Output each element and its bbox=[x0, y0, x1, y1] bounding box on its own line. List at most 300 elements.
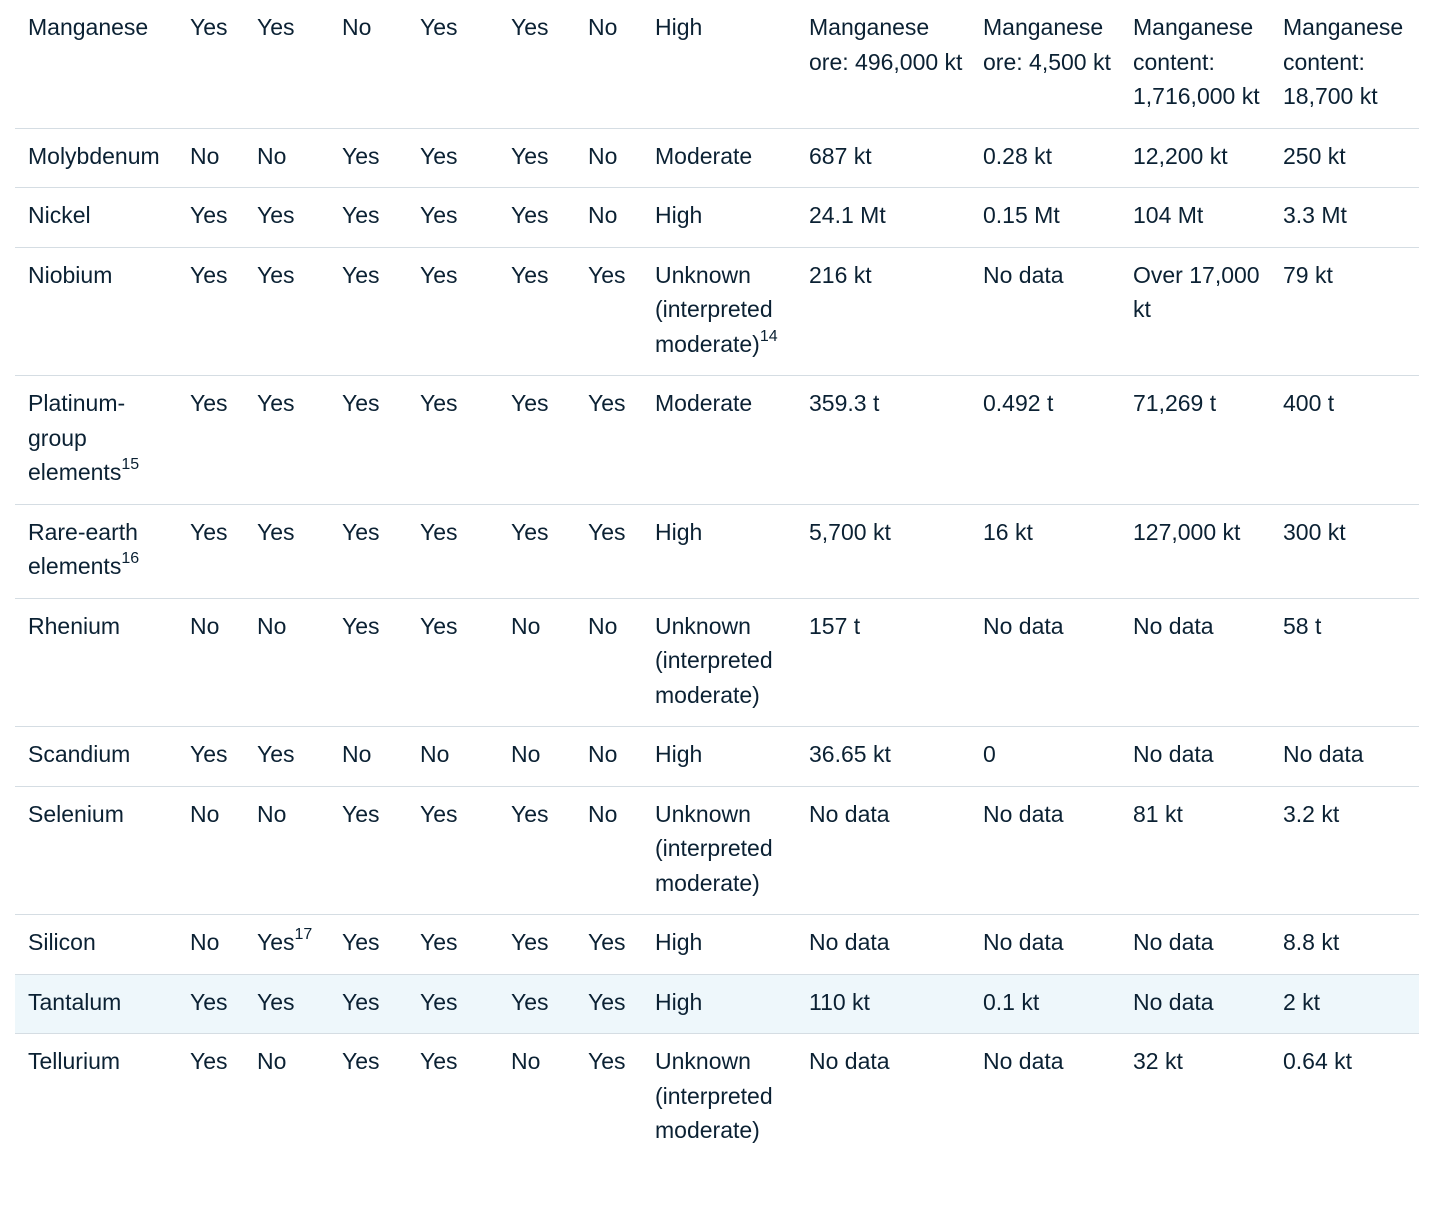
cell-v3 bbox=[1120, 188, 1270, 248]
cell-text: 0.64 kt bbox=[1283, 1048, 1353, 1074]
cell-text: Yes bbox=[420, 988, 458, 1015]
cell-text: 400 t bbox=[1283, 390, 1335, 416]
cell-text: Yes bbox=[257, 741, 295, 767]
cell-text: 71,269 t bbox=[1133, 390, 1217, 416]
table-row bbox=[15, 598, 1419, 727]
cell-text: Yes bbox=[342, 261, 380, 288]
cell-text: Yes bbox=[342, 929, 380, 955]
cell-text: Yes bbox=[190, 518, 228, 545]
cell-c5 bbox=[498, 128, 575, 188]
cell-v4 bbox=[1270, 1034, 1419, 1162]
cell-v2 bbox=[970, 786, 1120, 915]
cell-v4 bbox=[1270, 376, 1419, 505]
cell-text: 157 t bbox=[809, 612, 861, 639]
cell-c6 bbox=[575, 786, 642, 915]
cell-c1 bbox=[177, 504, 244, 598]
cell-text: No data bbox=[1133, 612, 1214, 639]
cell-c4 bbox=[407, 974, 498, 1034]
cell-text: 127,000 kt bbox=[1133, 518, 1241, 545]
cell-c5 bbox=[498, 598, 575, 727]
minerals-table bbox=[15, 0, 1419, 1162]
cell-c5 bbox=[498, 188, 575, 248]
cell-text: Yes bbox=[588, 988, 626, 1015]
cell-supply-risk bbox=[642, 786, 796, 915]
cell-supply-risk bbox=[642, 504, 796, 598]
cell-element bbox=[15, 128, 177, 188]
cell-text: Yes bbox=[420, 800, 458, 827]
cell-c1 bbox=[177, 128, 244, 188]
cell-c4 bbox=[407, 786, 498, 915]
cell-c1 bbox=[177, 786, 244, 915]
cell-text: Tellurium bbox=[28, 1048, 121, 1074]
cell-v4 bbox=[1270, 598, 1419, 727]
cell-element bbox=[15, 0, 177, 128]
cell-text: High bbox=[655, 741, 703, 767]
cell-v2 bbox=[970, 598, 1120, 727]
cell-v4 bbox=[1270, 915, 1419, 975]
cell-v3 bbox=[1120, 128, 1270, 188]
footnote-ref[interactable]: 14 bbox=[759, 327, 778, 345]
cell-supply-risk bbox=[642, 0, 796, 128]
cell-text: No data bbox=[1283, 741, 1364, 767]
cell-text: Molybdenum bbox=[28, 142, 160, 169]
cell-text: 250 kt bbox=[1283, 142, 1346, 169]
table-row bbox=[15, 0, 1419, 128]
cell-text: No data bbox=[1133, 988, 1214, 1015]
cell-text: Yes bbox=[342, 202, 380, 228]
cell-text: Yes bbox=[342, 988, 380, 1015]
cell-text: Silicon bbox=[28, 929, 96, 955]
cell-v2 bbox=[970, 188, 1120, 248]
cell-element bbox=[15, 598, 177, 727]
cell-text: 0 bbox=[983, 741, 996, 767]
cell-v1 bbox=[796, 504, 970, 598]
cell-element bbox=[15, 1034, 177, 1162]
cell-text: 687 kt bbox=[809, 142, 872, 169]
cell-text: No bbox=[588, 14, 618, 40]
cell-c3 bbox=[329, 0, 407, 128]
cell-v1 bbox=[796, 247, 970, 376]
cell-text: 8.8 kt bbox=[1283, 929, 1340, 955]
cell-v4 bbox=[1270, 128, 1419, 188]
cell-text: Platinum-group elements bbox=[28, 390, 126, 485]
cell-c3 bbox=[329, 786, 407, 915]
cell-v3 bbox=[1120, 727, 1270, 787]
cell-text: 110 kt bbox=[809, 988, 870, 1015]
cell-text: Manganese ore: 4,500 kt bbox=[983, 14, 1111, 75]
cell-text: Yes bbox=[257, 261, 295, 288]
cell-text: No bbox=[588, 202, 618, 228]
cell-v2 bbox=[970, 504, 1120, 598]
cell-c4 bbox=[407, 504, 498, 598]
cell-c4 bbox=[407, 598, 498, 727]
cell-text: Yes bbox=[420, 261, 458, 288]
cell-text: Yes bbox=[588, 261, 626, 288]
cell-text: Yes bbox=[342, 1048, 380, 1074]
cell-c2 bbox=[244, 0, 329, 128]
cell-element bbox=[15, 504, 177, 598]
cell-text: No bbox=[511, 741, 541, 767]
cell-c6 bbox=[575, 974, 642, 1034]
cell-text: 32 kt bbox=[1133, 1048, 1183, 1074]
cell-v4 bbox=[1270, 247, 1419, 376]
cell-c5 bbox=[498, 247, 575, 376]
cell-c1 bbox=[177, 598, 244, 727]
cell-supply-risk bbox=[642, 247, 796, 376]
cell-text: Yes bbox=[511, 142, 549, 169]
cell-v1 bbox=[796, 1034, 970, 1162]
cell-c6 bbox=[575, 376, 642, 505]
cell-supply-risk bbox=[642, 598, 796, 727]
cell-text: High bbox=[655, 518, 703, 545]
cell-text: 3.3 Mt bbox=[1283, 202, 1347, 228]
cell-c2 bbox=[244, 786, 329, 915]
cell-c6 bbox=[575, 915, 642, 975]
cell-text: No bbox=[588, 741, 618, 767]
cell-text: 216 kt bbox=[809, 261, 872, 288]
cell-c2 bbox=[244, 376, 329, 505]
cell-c5 bbox=[498, 915, 575, 975]
cell-text: 81 kt bbox=[1133, 800, 1183, 827]
cell-c2 bbox=[244, 188, 329, 248]
cell-supply-risk bbox=[642, 915, 796, 975]
cell-text: Yes bbox=[342, 612, 380, 639]
cell-c3 bbox=[329, 727, 407, 787]
cell-text: Scandium bbox=[28, 741, 131, 767]
table-row bbox=[15, 504, 1419, 598]
cell-text: Moderate bbox=[655, 142, 753, 169]
cell-c2 bbox=[244, 247, 329, 376]
cell-text: Unknown (interpreted moderate) bbox=[655, 1048, 773, 1143]
cell-c4 bbox=[407, 128, 498, 188]
cell-v1 bbox=[796, 786, 970, 915]
cell-v3 bbox=[1120, 247, 1270, 376]
table-row bbox=[15, 128, 1419, 188]
cell-text: 16 kt bbox=[983, 518, 1033, 545]
cell-text: 58 t bbox=[1283, 612, 1322, 639]
cell-v3 bbox=[1120, 974, 1270, 1034]
cell-element bbox=[15, 376, 177, 505]
cell-v3 bbox=[1120, 1034, 1270, 1162]
cell-text: 2 kt bbox=[1283, 988, 1321, 1015]
cell-v2 bbox=[970, 128, 1120, 188]
cell-text: Yes bbox=[511, 800, 549, 827]
cell-c5 bbox=[498, 0, 575, 128]
cell-c3 bbox=[329, 128, 407, 188]
cell-c6 bbox=[575, 128, 642, 188]
cell-c4 bbox=[407, 247, 498, 376]
cell-text: Yes bbox=[257, 518, 295, 545]
cell-v4 bbox=[1270, 0, 1419, 128]
cell-v3 bbox=[1120, 915, 1270, 975]
cell-text: No bbox=[190, 612, 220, 639]
cell-c4 bbox=[407, 1034, 498, 1162]
cell-c1 bbox=[177, 188, 244, 248]
cell-text: 12,200 kt bbox=[1133, 142, 1228, 169]
table-row bbox=[15, 376, 1419, 505]
cell-c1 bbox=[177, 727, 244, 787]
cell-text: No data bbox=[809, 800, 890, 827]
cell-text: Yes bbox=[588, 929, 626, 955]
cell-text: Yes bbox=[420, 612, 458, 639]
cell-c5 bbox=[498, 786, 575, 915]
cell-supply-risk bbox=[642, 128, 796, 188]
cell-text: No bbox=[190, 800, 220, 827]
cell-text: 300 kt bbox=[1283, 518, 1346, 545]
cell-text: No data bbox=[1133, 929, 1214, 955]
cell-text: No bbox=[190, 142, 220, 169]
cell-c3 bbox=[329, 504, 407, 598]
cell-text: Yes bbox=[511, 929, 549, 955]
cell-c5 bbox=[498, 727, 575, 787]
cell-v2 bbox=[970, 247, 1120, 376]
cell-text: No bbox=[342, 741, 372, 767]
cell-c6 bbox=[575, 598, 642, 727]
cell-c3 bbox=[329, 974, 407, 1034]
table-row bbox=[15, 1034, 1419, 1162]
cell-text: Manganese bbox=[28, 14, 149, 40]
cell-text: No bbox=[257, 142, 287, 169]
cell-text: Unknown (interpreted moderate) bbox=[655, 612, 773, 708]
cell-v3 bbox=[1120, 598, 1270, 727]
cell-text: Manganese content: 1,716,000 kt bbox=[1133, 14, 1260, 109]
cell-supply-risk bbox=[642, 974, 796, 1034]
cell-text: No bbox=[190, 929, 220, 955]
cell-v4 bbox=[1270, 188, 1419, 248]
cell-text: Yes bbox=[511, 390, 549, 416]
cell-c6 bbox=[575, 0, 642, 128]
cell-element bbox=[15, 727, 177, 787]
cell-text: Yes bbox=[342, 800, 380, 827]
cell-c2 bbox=[244, 974, 329, 1034]
cell-supply-risk bbox=[642, 1034, 796, 1162]
cell-c1 bbox=[177, 376, 244, 505]
table-row bbox=[15, 247, 1419, 376]
cell-text: Manganese content: 18,700 kt bbox=[1283, 14, 1404, 109]
cell-text: High bbox=[655, 929, 703, 955]
cell-text: Yes bbox=[511, 14, 549, 40]
cell-c1 bbox=[177, 247, 244, 376]
cell-c2 bbox=[244, 915, 329, 975]
cell-v1 bbox=[796, 188, 970, 248]
cell-c6 bbox=[575, 247, 642, 376]
cell-text: Yes bbox=[588, 518, 626, 545]
cell-c5 bbox=[498, 504, 575, 598]
cell-text: No data bbox=[983, 1048, 1064, 1074]
cell-text: Niobium bbox=[28, 261, 113, 288]
cell-text: No data bbox=[983, 929, 1064, 955]
cell-v3 bbox=[1120, 376, 1270, 505]
cell-v2 bbox=[970, 0, 1120, 128]
cell-element bbox=[15, 786, 177, 915]
cell-text: Unknown (interpreted moderate) bbox=[655, 261, 773, 357]
cell-text: 36.65 kt bbox=[809, 741, 891, 767]
cell-text: 24.1 Mt bbox=[809, 202, 886, 228]
cell-supply-risk bbox=[642, 727, 796, 787]
cell-c6 bbox=[575, 504, 642, 598]
footnote-ref[interactable]: 17 bbox=[294, 926, 313, 944]
cell-text: Yes bbox=[190, 390, 228, 416]
cell-text: Yes bbox=[342, 390, 380, 416]
cell-c4 bbox=[407, 188, 498, 248]
cell-text: 359.3 t bbox=[809, 390, 880, 416]
cell-v2 bbox=[970, 727, 1120, 787]
cell-text: Yes bbox=[190, 988, 228, 1015]
cell-text: Rare-earth elements bbox=[28, 518, 138, 579]
cell-v4 bbox=[1270, 974, 1419, 1034]
cell-v1 bbox=[796, 376, 970, 505]
footnote-ref[interactable]: 15 bbox=[121, 456, 140, 474]
cell-text: High bbox=[655, 202, 703, 228]
cell-text: Yes bbox=[511, 202, 549, 228]
cell-text: Yes bbox=[190, 202, 228, 228]
cell-text: Selenium bbox=[28, 800, 124, 827]
cell-text: 5,700 kt bbox=[809, 518, 891, 545]
cell-v1 bbox=[796, 974, 970, 1034]
cell-v4 bbox=[1270, 786, 1419, 915]
cell-text: 0.15 Mt bbox=[983, 202, 1060, 228]
cell-v1 bbox=[796, 915, 970, 975]
cell-c3 bbox=[329, 376, 407, 505]
cell-v1 bbox=[796, 0, 970, 128]
minerals-table-body bbox=[15, 0, 1419, 1162]
cell-text: Nickel bbox=[28, 202, 91, 228]
cell-c4 bbox=[407, 0, 498, 128]
table-row bbox=[15, 974, 1419, 1034]
cell-text: No data bbox=[809, 1048, 890, 1074]
cell-c2 bbox=[244, 598, 329, 727]
cell-c4 bbox=[407, 727, 498, 787]
cell-text: 79 kt bbox=[1283, 261, 1333, 288]
cell-c5 bbox=[498, 1034, 575, 1162]
cell-c3 bbox=[329, 915, 407, 975]
cell-text: Yes bbox=[190, 741, 228, 767]
footnote-ref[interactable]: 16 bbox=[121, 550, 140, 568]
cell-v2 bbox=[970, 376, 1120, 505]
cell-element bbox=[15, 915, 177, 975]
cell-text: 0.492 t bbox=[983, 390, 1054, 416]
cell-text: Yes bbox=[420, 390, 458, 416]
cell-text: No bbox=[257, 800, 287, 827]
cell-text: Yes bbox=[257, 988, 295, 1015]
cell-text: No bbox=[511, 1048, 541, 1074]
cell-text: Yes bbox=[511, 518, 549, 545]
cell-c2 bbox=[244, 727, 329, 787]
cell-text: Yes bbox=[420, 518, 458, 545]
cell-text: Yes bbox=[257, 14, 295, 40]
cell-text: Unknown (interpreted moderate) bbox=[655, 800, 773, 896]
cell-v3 bbox=[1120, 504, 1270, 598]
cell-text: 0.28 kt bbox=[983, 142, 1053, 169]
cell-v3 bbox=[1120, 0, 1270, 128]
cell-text: Yes bbox=[342, 142, 380, 169]
cell-v2 bbox=[970, 915, 1120, 975]
cell-text: No bbox=[257, 612, 287, 639]
table-row bbox=[15, 915, 1419, 975]
cell-c3 bbox=[329, 188, 407, 248]
cell-text: Tantalum bbox=[28, 988, 122, 1015]
cell-text: No data bbox=[983, 800, 1064, 827]
table-row bbox=[15, 727, 1419, 787]
cell-element bbox=[15, 974, 177, 1034]
cell-c5 bbox=[498, 376, 575, 505]
cell-c2 bbox=[244, 504, 329, 598]
cell-text: Yes bbox=[511, 988, 549, 1015]
cell-c5 bbox=[498, 974, 575, 1034]
cell-supply-risk bbox=[642, 376, 796, 505]
cell-text: 104 Mt bbox=[1133, 202, 1204, 228]
cell-c1 bbox=[177, 0, 244, 128]
cell-text: No bbox=[588, 800, 618, 827]
cell-text: No data bbox=[983, 612, 1064, 639]
cell-text: Yes bbox=[420, 142, 458, 169]
cell-text: No bbox=[257, 1048, 287, 1074]
cell-c2 bbox=[244, 1034, 329, 1162]
cell-c6 bbox=[575, 188, 642, 248]
cell-text: Yes bbox=[257, 202, 295, 228]
cell-text: Yes bbox=[420, 929, 458, 955]
cell-text: Yes bbox=[588, 1048, 626, 1074]
cell-c1 bbox=[177, 1034, 244, 1162]
cell-v1 bbox=[796, 598, 970, 727]
table-row bbox=[15, 188, 1419, 248]
cell-text: Yes bbox=[190, 14, 228, 40]
cell-text: Yes bbox=[257, 929, 295, 955]
cell-c1 bbox=[177, 974, 244, 1034]
table-row bbox=[15, 786, 1419, 915]
cell-c6 bbox=[575, 727, 642, 787]
cell-text: Yes bbox=[420, 202, 458, 228]
cell-c3 bbox=[329, 1034, 407, 1162]
cell-text: Moderate bbox=[655, 390, 753, 416]
cell-text: High bbox=[655, 14, 703, 40]
cell-element bbox=[15, 247, 177, 376]
cell-text: Yes bbox=[588, 390, 626, 416]
cell-c6 bbox=[575, 1034, 642, 1162]
cell-c3 bbox=[329, 247, 407, 376]
cell-text: Yes bbox=[420, 1048, 458, 1074]
cell-v2 bbox=[970, 1034, 1120, 1162]
cell-v2 bbox=[970, 974, 1120, 1034]
cell-v1 bbox=[796, 128, 970, 188]
cell-v1 bbox=[796, 727, 970, 787]
cell-text: 0.1 kt bbox=[983, 988, 1040, 1015]
cell-c4 bbox=[407, 376, 498, 505]
cell-c3 bbox=[329, 598, 407, 727]
cell-text: No bbox=[342, 14, 372, 40]
cell-text: No data bbox=[983, 261, 1064, 288]
cell-text: No bbox=[588, 612, 618, 639]
cell-text: No bbox=[511, 612, 541, 639]
cell-text: Manganese ore: 496,000 kt bbox=[809, 14, 963, 75]
cell-c2 bbox=[244, 128, 329, 188]
cell-text: 3.2 kt bbox=[1283, 800, 1340, 827]
cell-text: No bbox=[588, 142, 618, 169]
cell-text: Over 17,000 kt bbox=[1133, 261, 1260, 322]
cell-text: Yes bbox=[190, 261, 228, 288]
cell-v3 bbox=[1120, 786, 1270, 915]
cell-text: Yes bbox=[420, 14, 458, 40]
cell-element bbox=[15, 188, 177, 248]
cell-supply-risk bbox=[642, 188, 796, 248]
cell-text: No bbox=[420, 741, 450, 767]
cell-text: Rhenium bbox=[28, 612, 121, 639]
cell-c1 bbox=[177, 915, 244, 975]
cell-v4 bbox=[1270, 504, 1419, 598]
cell-text: Yes bbox=[511, 261, 549, 288]
cell-text: No data bbox=[809, 929, 890, 955]
cell-text: No data bbox=[1133, 741, 1214, 767]
